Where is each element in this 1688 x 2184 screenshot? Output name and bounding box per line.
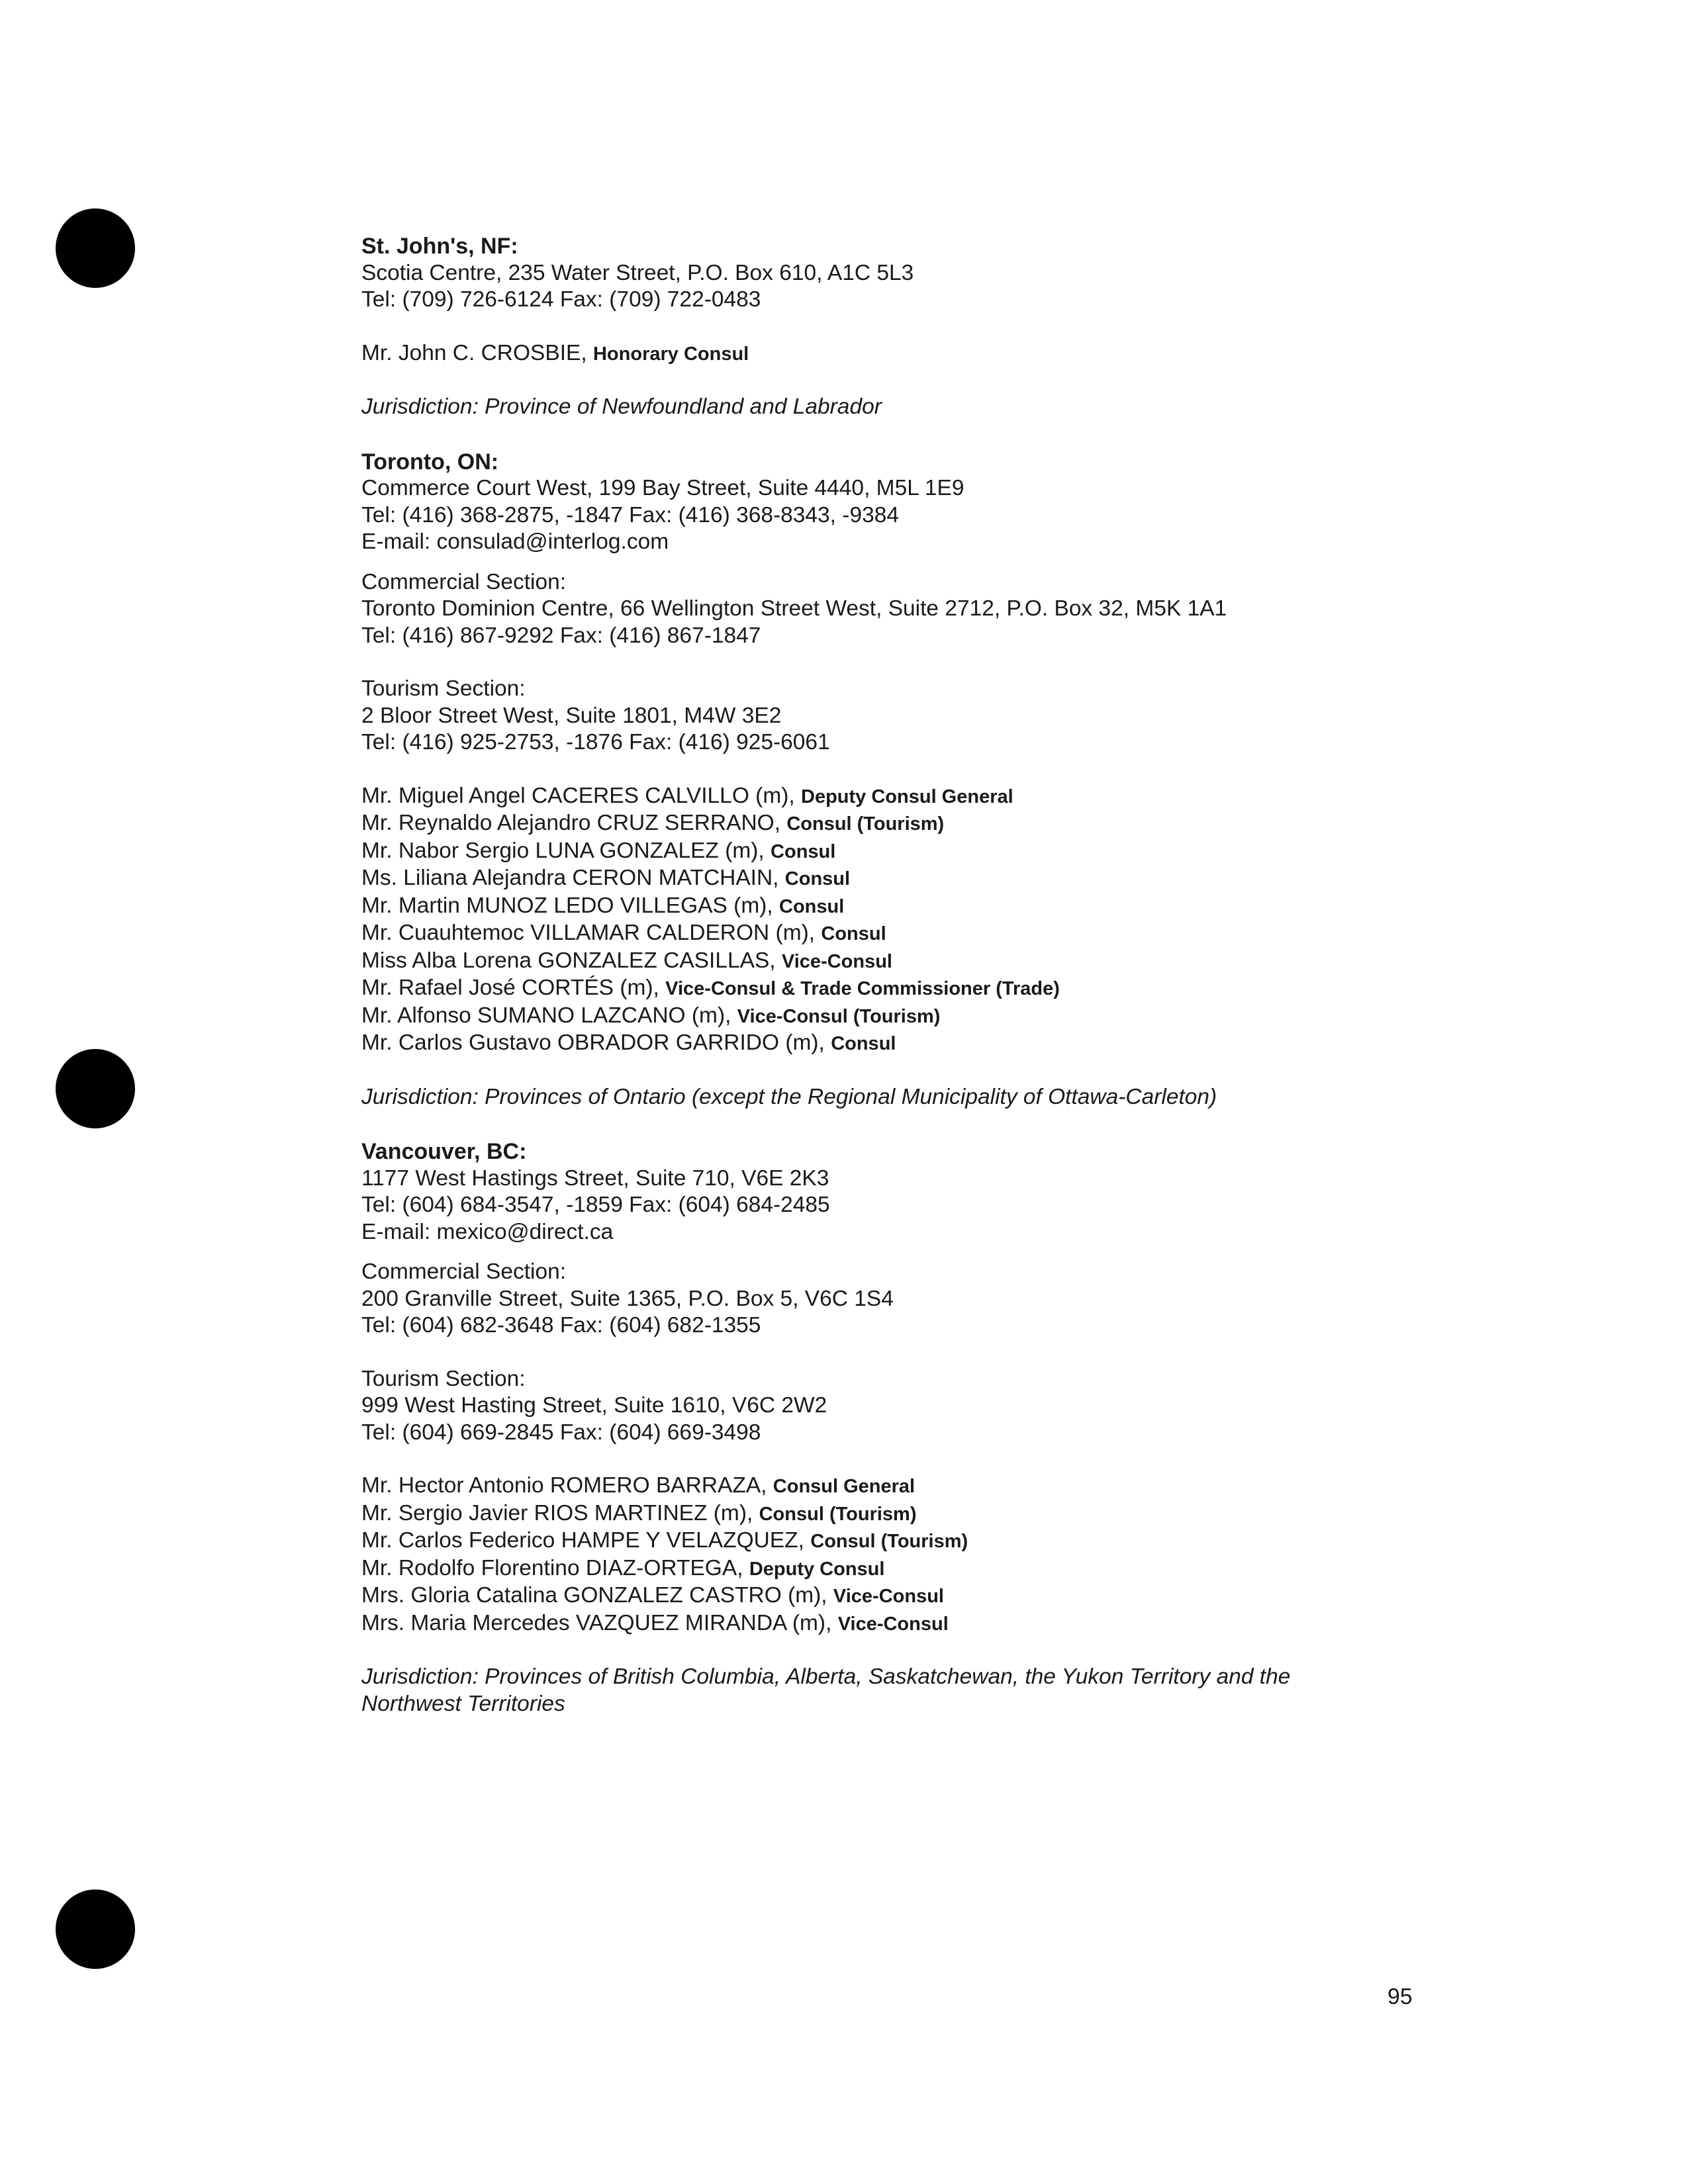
section-vancouver xyxy=(361,1138,1566,1717)
address-line: Scotia Centre, 235 Water Street, P.O. Box 610, A1C 5L3 xyxy=(361,260,914,285)
section-heading: Vancouver, BC: xyxy=(361,1139,527,1164)
person-entry xyxy=(361,865,1566,893)
tourism-phone: Tel: (416) 925-2753, -1876 Fax: (416) 925-6061 xyxy=(361,730,830,754)
tourism-phone: Tel: (604) 669-2845 Fax: (604) 669-3498 xyxy=(361,1420,761,1445)
person-name: Mr. Nabor Sergio LUNA GONZALEZ (m), xyxy=(361,838,771,863)
punch-hole-middle xyxy=(56,1049,135,1128)
phone-line: Tel: (604) 684-3547, -1859 Fax: (604) 684-2485 xyxy=(361,1193,830,1217)
commercial-section xyxy=(361,569,1566,650)
address-block xyxy=(361,1165,1566,1246)
commercial-phone: Tel: (604) 682-3648 Fax: (604) 682-1355 xyxy=(361,1313,761,1338)
address-block xyxy=(361,260,1566,314)
people-list xyxy=(361,340,1566,368)
person-title: Honorary Consul xyxy=(592,343,749,365)
person-title: Deputy Consul xyxy=(749,1558,885,1580)
person-name: Mr. John C. CROSBIE, xyxy=(361,340,593,365)
person-title: Vice-Consul & Trade Commissioner (Trade) xyxy=(665,978,1060,999)
person-entry xyxy=(361,340,1566,368)
person-title: Consul xyxy=(771,841,836,862)
person-entry xyxy=(361,975,1566,1003)
person-title: Vice-Consul xyxy=(837,1613,949,1635)
tourism-section xyxy=(361,1366,1566,1447)
person-title: Vice-Consul (Tourism) xyxy=(737,1005,941,1027)
jurisdiction-note: Jurisdiction: Provinces of Ontario (except the Regional Municipality of Ottawa-Carleton) xyxy=(361,1084,1217,1109)
person-title: Consul xyxy=(821,923,886,944)
person-name: Mr. Reynaldo Alejandro CRUZ SERRANO, xyxy=(361,811,787,835)
commercial-phone: Tel: (416) 867-9292 Fax: (416) 867-1847 xyxy=(361,623,761,648)
person-title: Consul xyxy=(831,1033,896,1054)
person-title: Consul (Tourism) xyxy=(786,813,945,835)
person-name: Ms. Liliana Alejandra CERON MATCHAIN, xyxy=(361,866,785,890)
people-list xyxy=(361,783,1566,1058)
person-title: Consul General xyxy=(773,1476,915,1497)
person-title: Deputy Consul General xyxy=(801,786,1013,807)
person-entry xyxy=(361,1030,1566,1058)
page-content xyxy=(361,233,1566,1745)
person-entry xyxy=(361,1473,1566,1500)
person-name: Mrs. Maria Mercedes VAZQUEZ MIRANDA (m), xyxy=(361,1610,838,1635)
jurisdiction-note: Jurisdiction: Provinces of British Columbia, Alberta, Saskatchewan, the Yukon Territory and the Northwest Territories xyxy=(361,1664,1291,1716)
person-name: Mr. Rafael José CORTÉS (m), xyxy=(361,976,666,1000)
person-name: Mr. Sergio Javier RIOS MARTINEZ (m), xyxy=(361,1500,759,1525)
commercial-label: Commercial Section: xyxy=(361,1259,567,1284)
person-name: Mr. Miguel Angel CACERES CALVILLO (m), xyxy=(361,783,802,808)
person-entry xyxy=(361,838,1566,866)
commercial-section xyxy=(361,1259,1566,1340)
person-name: Mr. Carlos Gustavo OBRADOR GARRIDO (m), xyxy=(361,1030,831,1055)
commercial-label: Commercial Section: xyxy=(361,569,567,594)
person-name: Mr. Alfonso SUMANO LAZCANO (m), xyxy=(361,1003,737,1028)
person-title: Consul xyxy=(784,868,851,889)
person-title: Consul xyxy=(779,895,845,917)
section-toronto xyxy=(361,449,1566,1111)
person-name: Mr. Cuauhtemoc VILLAMAR CALDERON (m), xyxy=(361,921,821,945)
tourism-section xyxy=(361,676,1566,756)
person-name: Mr. Carlos Federico HAMPE Y VELAZQUEZ, xyxy=(361,1528,811,1553)
person-title: Vice-Consul xyxy=(833,1586,944,1607)
punch-hole-top xyxy=(56,208,135,288)
person-entry xyxy=(361,1003,1566,1030)
punch-hole-bottom xyxy=(56,1889,135,1969)
email-line: E-mail: mexico@direct.ca xyxy=(361,1219,614,1244)
phone-line: Tel: (709) 726-6124 Fax: (709) 722-0483 xyxy=(361,287,761,312)
person-entry xyxy=(361,1527,1566,1555)
person-title: Consul (Tourism) xyxy=(759,1503,917,1525)
person-entry xyxy=(361,948,1566,976)
person-name: Mr. Rodolfo Florentino DIAZ-ORTEGA, xyxy=(361,1555,749,1580)
section-heading: St. John's, NF: xyxy=(361,234,518,259)
person-title: Consul (Tourism) xyxy=(810,1531,968,1552)
person-entry xyxy=(361,810,1566,838)
address-block xyxy=(361,475,1566,556)
person-title: Vice-Consul xyxy=(781,950,892,972)
person-entry xyxy=(361,1582,1566,1610)
person-entry xyxy=(361,1610,1566,1638)
person-entry xyxy=(361,920,1566,948)
section-heading: Toronto, ON: xyxy=(361,449,499,475)
person-name: Mrs. Gloria Catalina GONZALEZ CASTRO (m), xyxy=(361,1583,833,1608)
address-line: Commerce Court West, 199 Bay Street, Suite 4440, M5L 1E9 xyxy=(361,476,964,500)
address-line: 1177 West Hastings Street, Suite 710, V6E 2K3 xyxy=(361,1165,829,1191)
tourism-label: Tourism Section: xyxy=(361,676,526,701)
commercial-address: 200 Granville Street, Suite 1365, P.O. Box 5, V6C 1S4 xyxy=(361,1286,894,1311)
people-list xyxy=(361,1473,1566,1637)
section-st-johns xyxy=(361,233,1566,421)
person-name: Mr. Martin MUNOZ LEDO VILLEGAS (m), xyxy=(361,893,780,918)
tourism-address: 2 Bloor Street West, Suite 1801, M4W 3E2 xyxy=(361,703,782,728)
commercial-address: Toronto Dominion Centre, 66 Wellington Street West, Suite 2712, P.O. Box 32, M5K 1A1 xyxy=(361,596,1227,621)
person-entry xyxy=(361,1555,1566,1583)
person-entry xyxy=(361,1500,1566,1528)
email-line: E-mail: consulad@interlog.com xyxy=(361,529,669,554)
jurisdiction-note: Jurisdiction: Province of Newfoundland and Labrador xyxy=(361,394,882,419)
person-entry xyxy=(361,783,1566,811)
phone-line: Tel: (416) 368-2875, -1847 Fax: (416) 368-8343, -9384 xyxy=(361,502,899,527)
tourism-address: 999 West Hasting Street, Suite 1610, V6C 2W2 xyxy=(361,1393,827,1418)
person-name: Mr. Hector Antonio ROMERO BARRAZA, xyxy=(361,1473,773,1498)
person-entry xyxy=(361,893,1566,921)
person-name: Miss Alba Lorena GONZALEZ CASILLAS, xyxy=(361,948,782,973)
page-number: 95 xyxy=(1387,1984,1413,2009)
tourism-label: Tourism Section: xyxy=(361,1366,526,1391)
